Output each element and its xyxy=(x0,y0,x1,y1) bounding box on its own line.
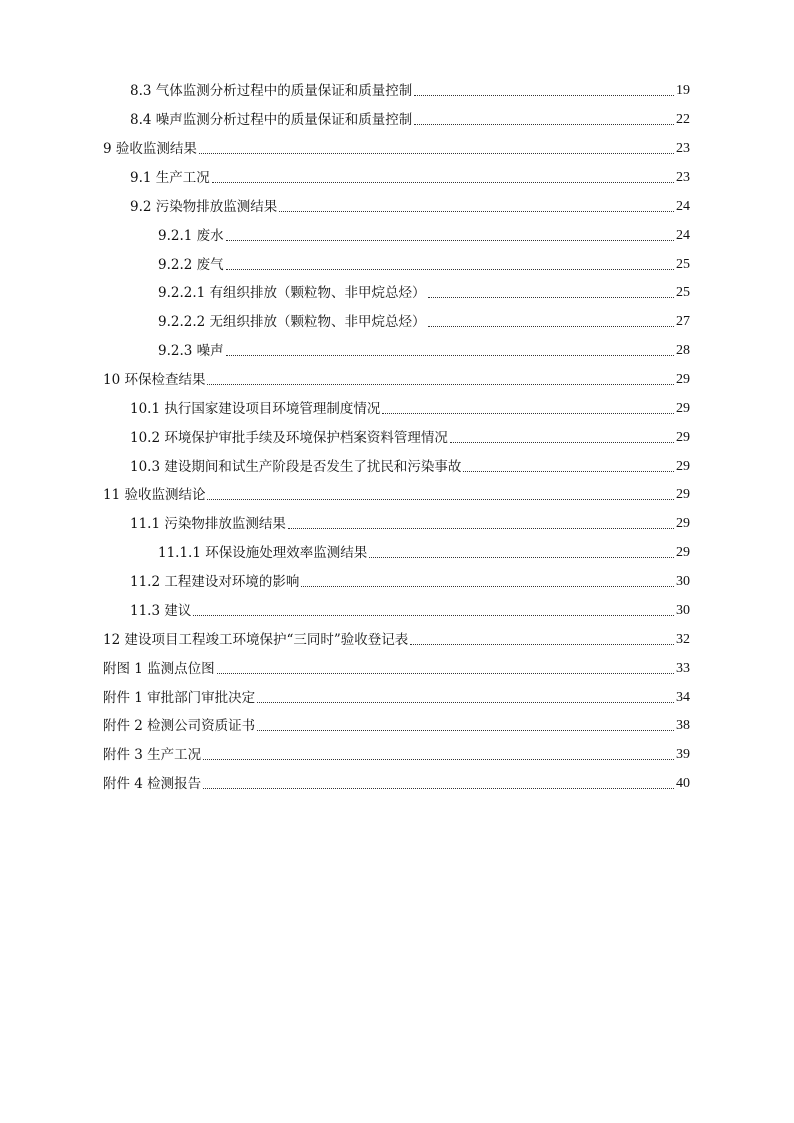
toc-entry-10-2[interactable] xyxy=(130,428,690,448)
toc-entry-page: 29 xyxy=(676,401,690,416)
toc-entry-page: 23 xyxy=(676,170,690,185)
toc-entry-11[interactable] xyxy=(103,485,690,505)
toc-dot-leader xyxy=(193,615,674,616)
toc-entry-page: 30 xyxy=(676,574,690,589)
toc-entry-attachment-2[interactable] xyxy=(103,716,690,736)
toc-entry-8-3[interactable] xyxy=(130,81,690,101)
toc-entry-9-2-2[interactable] xyxy=(158,255,690,275)
toc-entry-page: 29 xyxy=(676,545,690,560)
toc-entry-title: 11 验收监测结论 xyxy=(103,487,206,503)
toc-entry-page: 34 xyxy=(676,690,690,705)
toc-entry-9-1[interactable] xyxy=(130,168,690,188)
toc-entry-9-2-1[interactable] xyxy=(158,226,690,246)
toc-entry-12[interactable] xyxy=(103,630,690,650)
toc-entry-page: 32 xyxy=(676,632,690,647)
toc-entry-page: 24 xyxy=(676,199,690,214)
toc-entry-11-1-1[interactable] xyxy=(158,543,690,563)
toc-dot-leader xyxy=(450,442,674,443)
toc-entry-title: 11.1.1 环保设施处理效率监测结果 xyxy=(158,545,368,561)
toc-dot-leader xyxy=(212,182,674,183)
toc-entry-title: 附件 3 生产工况 xyxy=(103,747,202,763)
toc-entry-title: 8.4 噪声监测分析过程中的质量保证和质量控制 xyxy=(130,112,413,128)
toc-entry-title: 9.2.2.1 有组织排放（颗粒物、非甲烷总烃） xyxy=(158,285,426,301)
toc-entry-page: 19 xyxy=(676,83,690,98)
toc-dot-leader xyxy=(226,269,674,270)
toc-entry-page: 23 xyxy=(676,141,690,156)
toc-entry-page: 33 xyxy=(676,661,690,676)
toc-dot-leader xyxy=(428,297,674,298)
toc-dot-leader xyxy=(279,211,674,212)
toc-entry-page: 24 xyxy=(676,228,690,243)
toc-dot-leader xyxy=(199,153,674,154)
toc-entry-page: 28 xyxy=(676,343,690,358)
toc-entry-page: 29 xyxy=(676,430,690,445)
toc-entry-page: 27 xyxy=(676,314,690,329)
toc-entry-attachment-1[interactable] xyxy=(103,688,690,708)
toc-entry-page: 29 xyxy=(676,372,690,387)
toc-dot-leader xyxy=(207,384,674,385)
toc-dot-leader xyxy=(257,702,674,703)
toc-dot-leader xyxy=(301,586,674,587)
toc-dot-leader xyxy=(382,413,674,414)
toc-dot-leader xyxy=(369,557,674,558)
toc-dot-leader xyxy=(414,95,674,96)
toc-entry-title: 附件 4 检测报告 xyxy=(103,776,202,792)
toc-entry-title: 10 环保检查结果 xyxy=(103,372,206,388)
toc-dot-leader xyxy=(428,326,674,327)
toc-entry-title: 10.3 建设期间和试生产阶段是否发生了扰民和污染事故 xyxy=(130,459,462,475)
toc-dot-leader xyxy=(288,528,674,529)
toc-dot-leader xyxy=(414,124,674,125)
toc-entry-title: 8.3 气体监测分析过程中的质量保证和质量控制 xyxy=(130,83,413,99)
toc-entry-page: 38 xyxy=(676,718,690,733)
toc-entry-figure-1[interactable] xyxy=(103,659,690,679)
toc-entry-title: 11.1 污染物排放监测结果 xyxy=(130,516,286,532)
toc-entry-page: 29 xyxy=(676,516,690,531)
toc-dot-leader xyxy=(203,788,674,789)
toc-entry-9[interactable] xyxy=(103,139,690,159)
toc-entry-title: 附件 1 审批部门审批决定 xyxy=(103,690,256,706)
toc-entry-9-2[interactable] xyxy=(130,197,690,217)
toc-entry-9-2-3[interactable] xyxy=(158,341,690,361)
toc-dot-leader xyxy=(207,499,674,500)
toc-entry-page: 25 xyxy=(676,285,690,300)
toc-dot-leader xyxy=(410,644,674,645)
toc-entry-title: 附图 1 监测点位图 xyxy=(103,661,215,677)
toc-entry-title: 9.2 污染物排放监测结果 xyxy=(130,199,278,215)
toc-entry-title: 9.2.3 噪声 xyxy=(158,343,224,359)
toc-entry-11-3[interactable] xyxy=(130,601,690,621)
toc-entry-page: 25 xyxy=(676,257,690,272)
toc-entry-page: 29 xyxy=(676,487,690,502)
toc-entry-page: 30 xyxy=(676,603,690,618)
toc-entry-title: 9 验收监测结果 xyxy=(103,141,197,157)
toc-entry-attachment-3[interactable] xyxy=(103,745,690,765)
toc-entry-8-4[interactable] xyxy=(130,110,690,130)
toc-entry-10[interactable] xyxy=(103,370,690,390)
toc-entry-9-2-2-2[interactable] xyxy=(158,312,690,332)
toc-dot-leader xyxy=(203,759,674,760)
toc-entry-title: 9.2.1 废水 xyxy=(158,228,224,244)
toc-entry-title: 9.2.2.2 无组织排放（颗粒物、非甲烷总烃） xyxy=(158,314,426,330)
toc-entry-title: 9.1 生产工况 xyxy=(130,170,210,186)
toc-dot-leader xyxy=(226,355,674,356)
toc-entry-page: 29 xyxy=(676,459,690,474)
toc-entry-attachment-4[interactable] xyxy=(103,774,690,794)
toc-entry-title: 10.2 环境保护审批手续及环境保护档案资料管理情况 xyxy=(130,430,448,446)
toc-dot-leader xyxy=(463,471,674,472)
toc-entry-title: 附件 2 检测公司资质证书 xyxy=(103,718,256,734)
toc-entry-page: 39 xyxy=(676,747,690,762)
toc-entry-title: 10.1 执行国家建设项目环境管理制度情况 xyxy=(130,401,381,417)
toc-entry-title: 11.2 工程建设对环境的影响 xyxy=(130,574,300,590)
toc-entry-title: 12 建设项目工程竣工环境保护“三同时”验收登记表 xyxy=(103,632,409,648)
toc-entry-title: 11.3 建议 xyxy=(130,603,192,619)
toc-entry-title: 9.2.2 废气 xyxy=(158,257,224,273)
toc-entry-10-1[interactable] xyxy=(130,399,690,419)
toc-entry-9-2-2-1[interactable] xyxy=(158,283,690,303)
toc-dot-leader xyxy=(257,730,674,731)
toc-entry-11-1[interactable] xyxy=(130,514,690,534)
toc-entry-page: 22 xyxy=(676,112,690,127)
toc-entry-page: 40 xyxy=(676,776,690,791)
toc-entry-11-2[interactable] xyxy=(130,572,690,592)
toc-entry-10-3[interactable] xyxy=(130,457,690,477)
toc-dot-leader xyxy=(217,673,674,674)
toc-dot-leader xyxy=(226,240,674,241)
